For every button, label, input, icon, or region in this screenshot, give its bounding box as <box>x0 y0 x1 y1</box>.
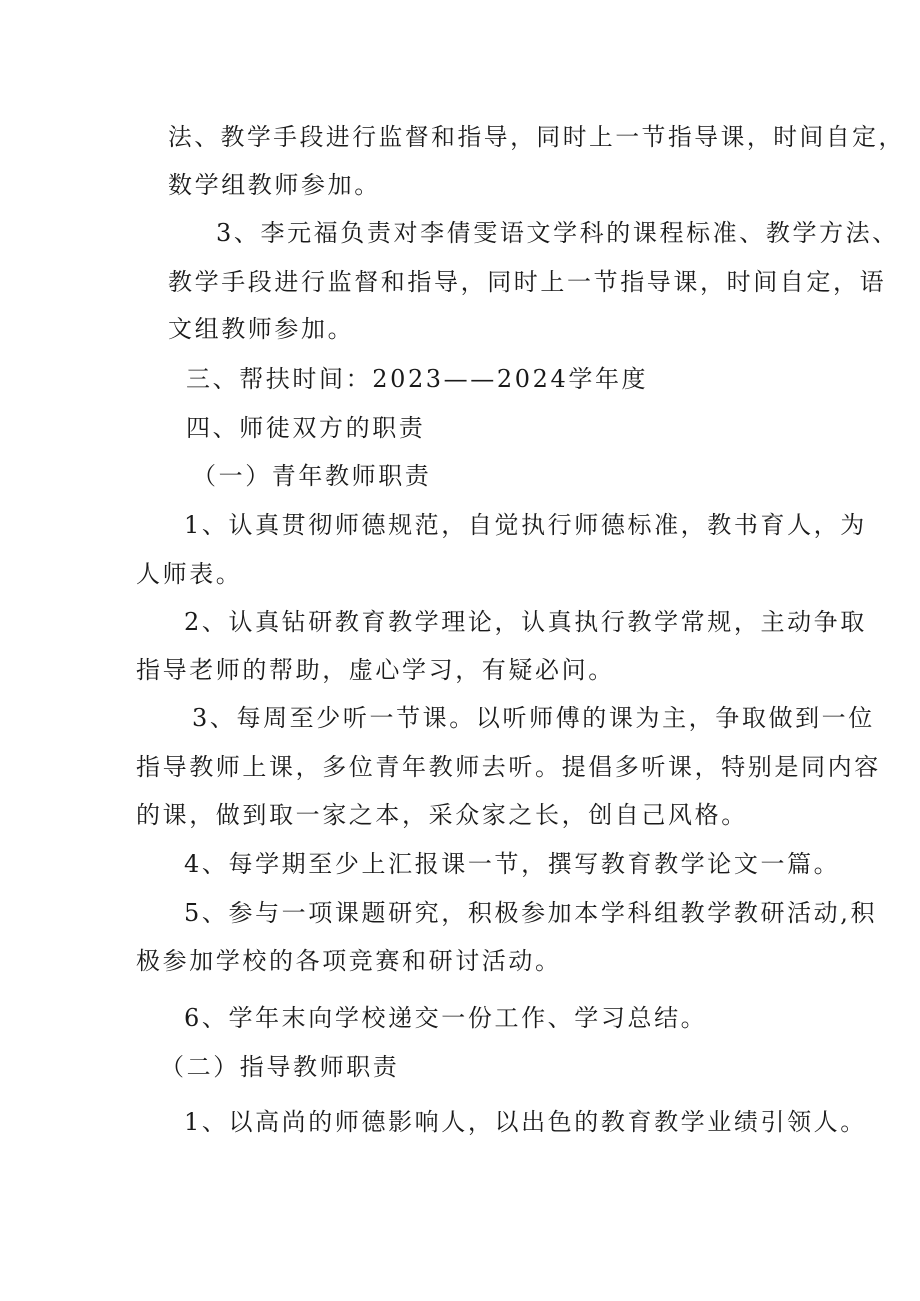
text-line-5: 文组教师参加。 <box>168 315 355 343</box>
text-line-18: 极参加学校的各项竞赛和研讨活动。 <box>136 947 562 975</box>
text-line-13: 3、每周至少听一节课。以听师傅的课为主，争取做到一位 <box>192 704 875 732</box>
text-line-21: 1、以高尚的师德影响人，以出色的教育教学业绩引领人。 <box>184 1108 867 1136</box>
text-line-2: 数学组教师参加。 <box>168 171 381 199</box>
text-line-11: 2、认真钻研教育教学理论，认真执行教学常规，主动争取 <box>184 608 867 636</box>
text-line-3: 3、李元福负责对李倩雯语文学科的课程标准、教学方法、 <box>216 219 899 247</box>
text-line-1: 法、教学手段进行监督和指导，同时上一节指导课，时间自定， <box>168 123 905 151</box>
text-line-14: 指导教师上课，多位青年教师去听。提倡多听课，特别是同内容 <box>136 753 881 781</box>
text-line-17: 5、参与一项课题研究，积极参加本学科组教学教研活动,积 <box>184 899 878 927</box>
text-line-16: 4、每学期至少上汇报课一节，撰写教育教学论文一篇。 <box>184 850 841 878</box>
text-line-4: 教学手段进行监督和指导，同时上一节指导课，时间自定，语 <box>168 268 887 296</box>
subheading-mentor-teachers: （二）指导教师职责 <box>160 1053 400 1081</box>
section-heading-time: 三、帮扶时间：2023——2024学年度 <box>186 365 649 393</box>
text-line-19: 6、学年末向学校递交一份工作、学习总结。 <box>184 1004 708 1032</box>
text-line-10: 人师表。 <box>136 560 243 588</box>
section-heading-duties: 四、师徒双方的职责 <box>186 414 426 442</box>
text-line-9: 1、认真贯彻师德规范，自觉执行师德标准，教书育人，为 <box>184 511 867 539</box>
subheading-young-teachers: （一）青年教师职责 <box>192 462 432 490</box>
text-line-15: 的课，做到取一家之本，采众家之长，创自己风格。 <box>136 801 748 829</box>
text-line-12: 指导老师的帮助，虚心学习，有疑必问。 <box>136 656 615 684</box>
